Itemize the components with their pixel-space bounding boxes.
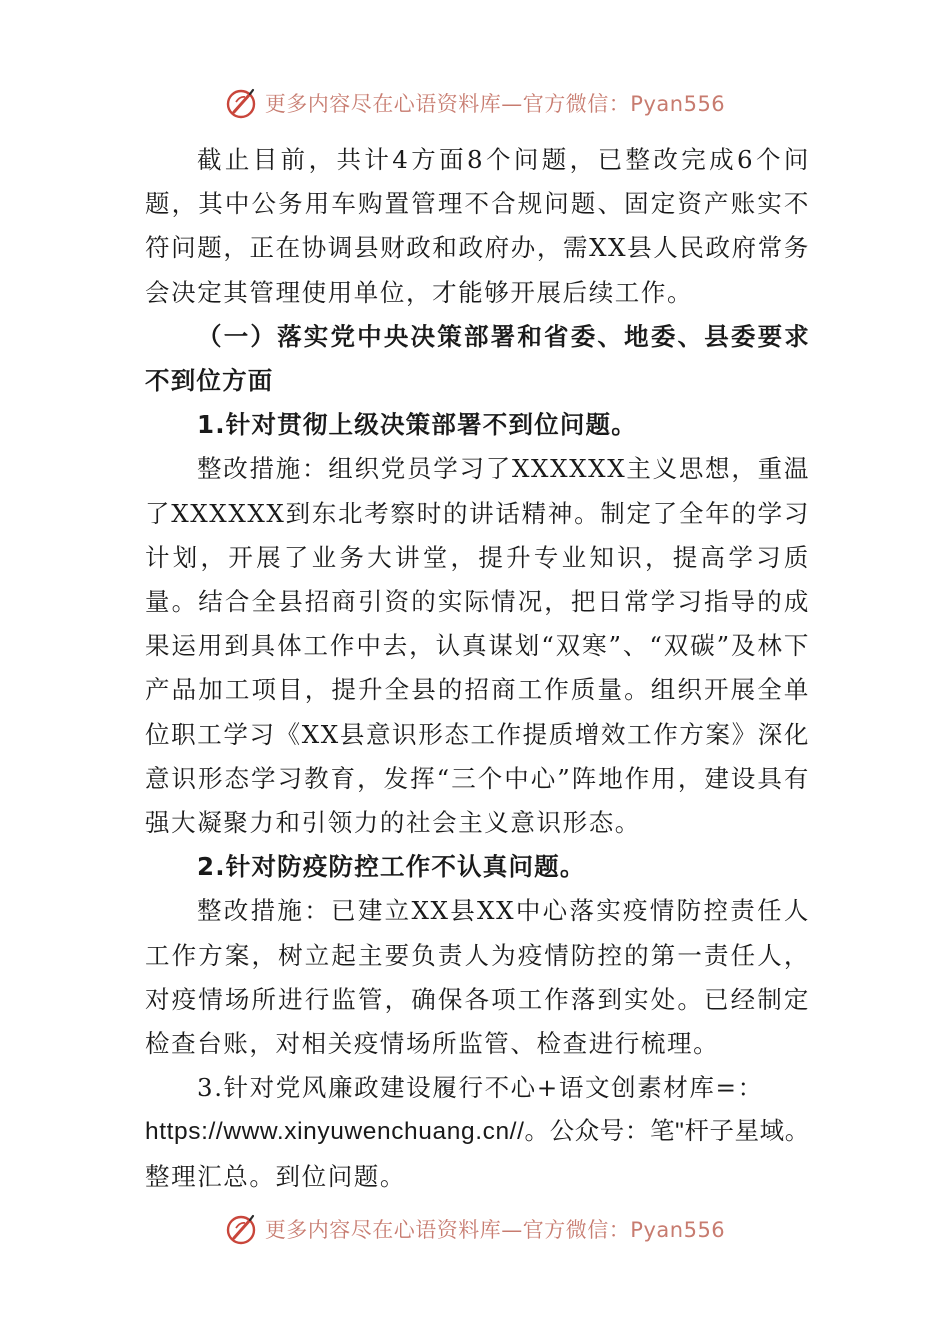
section-heading: （一）落实党中央决策部署和省委、地委、县委要求不到位方面: [145, 321, 810, 396]
watermark-text: 更多内容尽在心语资料库—官方微信：Pyan556: [264, 92, 726, 116]
item2-body: 整改措施：已建立XX县XX中心落实疫情防控责任人工作方案，树立起主要负责人为疫情防控的第一责任人，对疫情场所进行监管，确保各项工作落到实处。已经制定检查台账，对相关疫情场所监管、检查进行梳理。: [145, 896, 810, 1059]
document-body: [145, 138, 810, 1199]
header-watermark: [0, 86, 950, 120]
pen-circle-logo-icon: [225, 86, 259, 120]
footer-watermark: [0, 1212, 950, 1246]
item1-heading: 1.针对贯彻上级决策部署不到位问题。: [197, 410, 637, 440]
watermark-text: 更多内容尽在心语资料库—官方微信：Pyan556: [264, 1218, 726, 1242]
item3-url-line: https://www.xinyuwenchuang.cn//。公众号：笔"杆子星域。: [145, 1118, 810, 1146]
item3-line-3: 整理汇总。到位问题。: [145, 1161, 406, 1191]
summary-paragraph: 截止目前，共计4方面8个问题，已整改完成6个问题，其中公务用车购置管理不合规问题、固定资产账实不符问题，正在协调县财政和政府办，需XX县人民政府常务会决定其管理使用单位，才能够开展后续工作。: [145, 145, 810, 307]
pen-circle-logo-icon: [225, 1212, 259, 1246]
item2-heading: 2.针对防疫防控工作不认真问题。: [197, 852, 586, 882]
item1-body: 整改措施：组织党员学习了XXXXXX主义思想，重温了XXXXXX到东北考察时的讲话精神。制定了全年的学习计划，开展了业务大讲堂，提升专业知识，提高学习质量。结合全县招商引资的实际情况，把日常学习指导的成果运用到具体工作中去，认真谋划“双寒”、“双碳”及林下产品加工项目，提升全县的招商工作质量。组织开展全单位职工学习《XX县意识形态工作提质增效工作方案》深化意识形态学习教育，发挥“三个中心”阵地作用，建设具有强大凝聚力和引领力的社会主义意识形态。: [145, 454, 810, 838]
item3-line-1: 3.针对党风廉政建设履行不心+语文创素材库=：: [197, 1073, 764, 1103]
